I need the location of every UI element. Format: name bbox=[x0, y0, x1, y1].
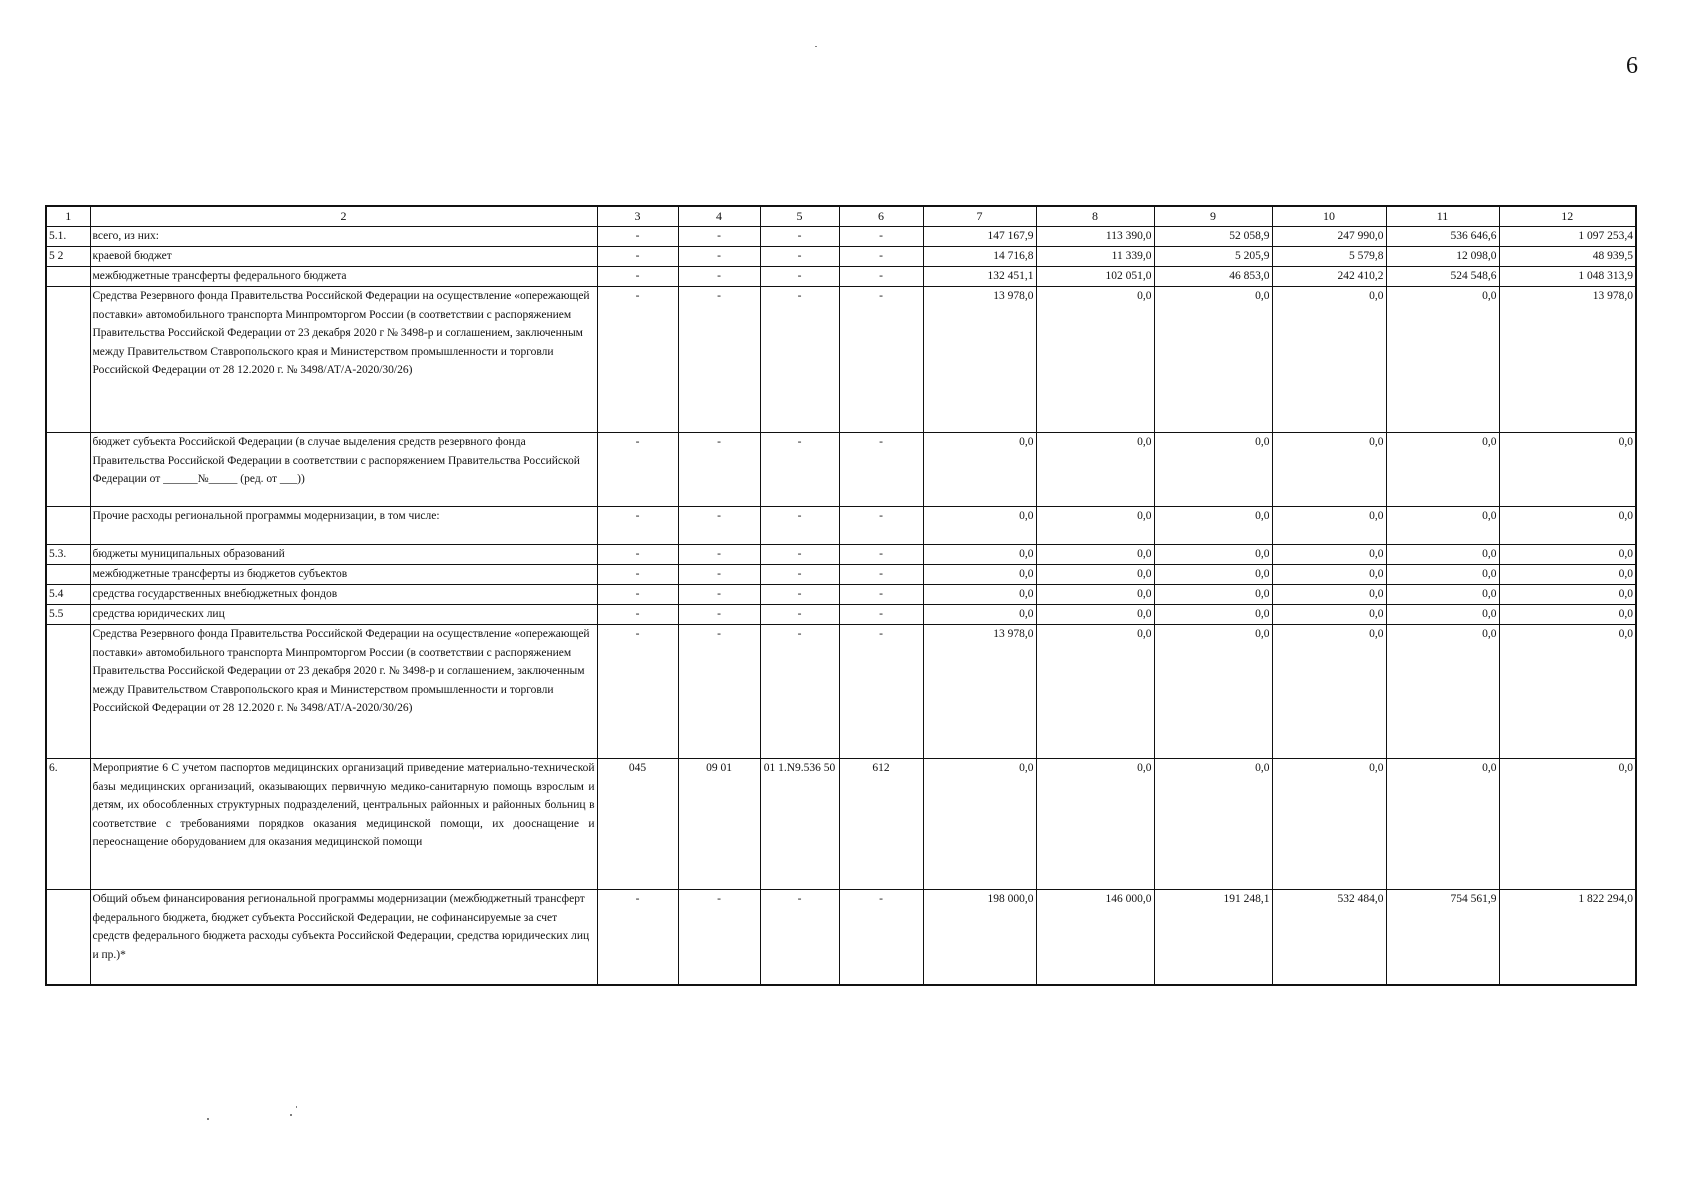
amount-cell: 0,0 bbox=[1036, 545, 1154, 565]
row-index-cell bbox=[46, 565, 90, 585]
amount-cell: 0,0 bbox=[1036, 605, 1154, 625]
budget-code-cell: - bbox=[597, 227, 678, 247]
amount-cell: 0,0 bbox=[1154, 433, 1272, 507]
header-cell: 2 bbox=[90, 206, 597, 227]
amount-cell: 0,0 bbox=[1036, 759, 1154, 890]
table-row bbox=[46, 507, 1636, 545]
amount-cell: 0,0 bbox=[1499, 625, 1636, 759]
amount-cell: 132 451,1 bbox=[923, 267, 1036, 287]
page-number: 6 bbox=[1626, 53, 1638, 79]
amount-cell: 0,0 bbox=[1499, 507, 1636, 545]
amount-cell: 0,0 bbox=[1499, 605, 1636, 625]
amount-cell: 13 978,0 bbox=[1499, 287, 1636, 433]
row-description-cell: Мероприятие 6 С учетом паспортов медицинских организаций приведение материально-технической базы медицинских организаций, оказывающих первичную медико-санитарную помощь взрослым и детям, их обособленных структурных подразделений, центральных районных и районных больниц в соответствие с требованиями порядков оказания медицинской помощи, их дооснащение и переоснащение оборудованием для оказания медицинской помощи bbox=[90, 759, 597, 890]
budget-code-cell: - bbox=[760, 605, 839, 625]
table-row bbox=[46, 267, 1636, 287]
row-description-cell: межбюджетные трансферты из бюджетов субъектов bbox=[90, 565, 597, 585]
row-description-cell: краевой бюджет bbox=[90, 247, 597, 267]
amount-cell: 0,0 bbox=[1154, 625, 1272, 759]
budget-code-cell: - bbox=[678, 605, 760, 625]
budget-code-cell: - bbox=[760, 565, 839, 585]
table-row bbox=[46, 545, 1636, 565]
amount-cell: 5 205,9 bbox=[1154, 247, 1272, 267]
amount-cell: 198 000,0 bbox=[923, 890, 1036, 986]
amount-cell: 0,0 bbox=[1154, 565, 1272, 585]
budget-code-cell: - bbox=[678, 507, 760, 545]
header-cell: 9 bbox=[1154, 206, 1272, 227]
amount-cell: 0,0 bbox=[1386, 287, 1499, 433]
amount-cell: 242 410,2 bbox=[1272, 267, 1386, 287]
budget-code-cell: - bbox=[839, 585, 923, 605]
budget-code-cell: - bbox=[760, 227, 839, 247]
budget-code-cell: 01 1.N9.536 50 bbox=[760, 759, 839, 890]
amount-cell: 11 339,0 bbox=[1036, 247, 1154, 267]
amount-cell: 0,0 bbox=[1499, 433, 1636, 507]
amount-cell: 102 051,0 bbox=[1036, 267, 1154, 287]
amount-cell: 0,0 bbox=[1499, 585, 1636, 605]
amount-cell: 0,0 bbox=[1154, 605, 1272, 625]
header-cell: 5 bbox=[760, 206, 839, 227]
table-header-row bbox=[46, 206, 1636, 227]
amount-cell: 1 822 294,0 bbox=[1499, 890, 1636, 986]
amount-cell: 1 097 253,4 bbox=[1499, 227, 1636, 247]
header-cell: 4 bbox=[678, 206, 760, 227]
amount-cell: 13 978,0 bbox=[923, 287, 1036, 433]
table-row bbox=[46, 585, 1636, 605]
budget-code-cell: - bbox=[597, 545, 678, 565]
budget-code-cell: - bbox=[678, 585, 760, 605]
amount-cell: 5 579,8 bbox=[1272, 247, 1386, 267]
budget-code-cell: - bbox=[597, 507, 678, 545]
amount-cell: 0,0 bbox=[1386, 507, 1499, 545]
amount-cell: 0,0 bbox=[923, 507, 1036, 545]
budget-code-cell: - bbox=[678, 565, 760, 585]
amount-cell: 0,0 bbox=[1386, 625, 1499, 759]
amount-cell: 0,0 bbox=[923, 605, 1036, 625]
row-index-cell: 5.4 bbox=[46, 585, 90, 605]
amount-cell: 0,0 bbox=[1499, 545, 1636, 565]
budget-code-cell: - bbox=[839, 287, 923, 433]
budget-code-cell: - bbox=[597, 247, 678, 267]
amount-cell: 536 646,6 bbox=[1386, 227, 1499, 247]
table-row bbox=[46, 227, 1636, 247]
row-description-cell: Средства Резервного фонда Правительства Российской Федерации на осуществление «опережающей поставки» автомобильного транспорта Минпромторгом России (в соответствии с распоряжением Правительства Российской Федерации от 23 декабря 2020 г. № 3498-р и соглашением, заключенным между Правительством Ставропольского края и Министерством промышленности и торговли Российской Федерации от 28 12.2020 г. № 3498/АТ/А-2020/30/26) bbox=[90, 625, 597, 759]
amount-cell: 0,0 bbox=[1154, 507, 1272, 545]
row-description-cell: бюджет субъекта Российской Федерации (в случае выделения средств резервного фонда Правительства Российской Федерации в соответствии с распоряжением Правительства Российской Федерации от ______№_____ (ред. от ___)) bbox=[90, 433, 597, 507]
row-description-cell: Общий объем финансирования региональной программы модернизации (межбюджетный трансферт федерального бюджета, бюджет субъекта Российской Федерации, не софинансируемые за счет средств федерального бюджета расходы субъекта Российской Федерации, средства юридических лиц и пр.)* bbox=[90, 890, 597, 986]
amount-cell: 0,0 bbox=[1272, 605, 1386, 625]
row-index-cell bbox=[46, 625, 90, 759]
amount-cell: 532 484,0 bbox=[1272, 890, 1386, 986]
budget-code-cell: - bbox=[678, 267, 760, 287]
row-index-cell: 5 2 bbox=[46, 247, 90, 267]
amount-cell: 0,0 bbox=[1036, 287, 1154, 433]
budget-code-cell: - bbox=[839, 267, 923, 287]
amount-cell: 0,0 bbox=[1386, 545, 1499, 565]
row-description-cell: средства юридических лиц bbox=[90, 605, 597, 625]
table-row bbox=[46, 433, 1636, 507]
row-index-cell: 5.5 bbox=[46, 605, 90, 625]
row-index-cell: 5.1. bbox=[46, 227, 90, 247]
amount-cell: 191 248,1 bbox=[1154, 890, 1272, 986]
budget-code-cell: - bbox=[839, 227, 923, 247]
table-row bbox=[46, 247, 1636, 267]
amount-cell: 0,0 bbox=[1499, 759, 1636, 890]
amount-cell: 147 167,9 bbox=[923, 227, 1036, 247]
budget-code-cell: - bbox=[678, 545, 760, 565]
amount-cell: 247 990,0 bbox=[1272, 227, 1386, 247]
amount-cell: 0,0 bbox=[1036, 585, 1154, 605]
budget-code-cell: - bbox=[678, 433, 760, 507]
row-description-cell: всего, из них: bbox=[90, 227, 597, 247]
amount-cell: 0,0 bbox=[1154, 585, 1272, 605]
budget-code-cell: - bbox=[678, 625, 760, 759]
amount-cell: 48 939,5 bbox=[1499, 247, 1636, 267]
budget-code-cell: - bbox=[678, 890, 760, 986]
header-cell: 10 bbox=[1272, 206, 1386, 227]
table-row bbox=[46, 625, 1636, 759]
amount-cell: 0,0 bbox=[1154, 287, 1272, 433]
budget-code-cell: - bbox=[597, 433, 678, 507]
table-row bbox=[46, 759, 1636, 890]
amount-cell: 524 548,6 bbox=[1386, 267, 1499, 287]
row-description-cell: Прочие расходы региональной программы модернизации, в том числе: bbox=[90, 507, 597, 545]
row-index-cell: 5.3. bbox=[46, 545, 90, 565]
row-description-cell: бюджеты муниципальных образований bbox=[90, 545, 597, 565]
budget-code-cell: - bbox=[597, 565, 678, 585]
scan-speck bbox=[207, 1118, 209, 1120]
budget-code-cell: - bbox=[597, 267, 678, 287]
budget-code-cell: - bbox=[760, 545, 839, 565]
budget-code-cell: - bbox=[760, 507, 839, 545]
scan-speck bbox=[290, 1114, 292, 1116]
budget-code-cell: - bbox=[760, 433, 839, 507]
row-description-cell: Средства Резервного фонда Правительства Российской Федерации на осуществление «опережающей поставки» автомобильного транспорта Минпромторгом России (в соответствии с распоряжением Правительства Российской Федерации от 23 декабря 2020 г № 3498-р и соглашением, заключенным между Правительством Ставропольского края и Министерством промышленности и торговли Российской Федерации от 28 12.2020 г. № 3498/АТ/А-2020/30/26) bbox=[90, 287, 597, 433]
amount-cell: 0,0 bbox=[1386, 433, 1499, 507]
amount-cell: 754 561,9 bbox=[1386, 890, 1499, 986]
scan-speck bbox=[815, 46, 817, 47]
budget-code-cell: - bbox=[839, 433, 923, 507]
budget-code-cell: - bbox=[678, 247, 760, 267]
budget-code-cell: - bbox=[678, 227, 760, 247]
amount-cell: 0,0 bbox=[1272, 433, 1386, 507]
amount-cell: 0,0 bbox=[1272, 585, 1386, 605]
budget-code-cell: - bbox=[839, 507, 923, 545]
budget-code-cell: - bbox=[760, 585, 839, 605]
budget-code-cell: - bbox=[839, 890, 923, 986]
row-description-cell: межбюджетные трансферты федерального бюджета bbox=[90, 267, 597, 287]
budget-code-cell: - bbox=[760, 625, 839, 759]
amount-cell: 0,0 bbox=[923, 565, 1036, 585]
budget-code-cell: - bbox=[839, 625, 923, 759]
amount-cell: 0,0 bbox=[923, 545, 1036, 565]
amount-cell: 0,0 bbox=[1036, 433, 1154, 507]
header-cell: 6 bbox=[839, 206, 923, 227]
budget-code-cell: - bbox=[760, 267, 839, 287]
amount-cell: 0,0 bbox=[923, 433, 1036, 507]
amount-cell: 0,0 bbox=[923, 585, 1036, 605]
amount-cell: 146 000,0 bbox=[1036, 890, 1154, 986]
budget-code-cell: - bbox=[839, 605, 923, 625]
amount-cell: 0,0 bbox=[1386, 605, 1499, 625]
row-index-cell bbox=[46, 433, 90, 507]
table-row bbox=[46, 890, 1636, 986]
row-index-cell bbox=[46, 287, 90, 433]
amount-cell: 14 716,8 bbox=[923, 247, 1036, 267]
amount-cell: 13 978,0 bbox=[923, 625, 1036, 759]
amount-cell: 0,0 bbox=[1272, 625, 1386, 759]
budget-code-cell: - bbox=[760, 247, 839, 267]
amount-cell: 0,0 bbox=[1272, 759, 1386, 890]
budget-code-cell: - bbox=[597, 605, 678, 625]
budget-code-cell: - bbox=[839, 247, 923, 267]
budget-code-cell: - bbox=[760, 890, 839, 986]
amount-cell: 0,0 bbox=[1272, 545, 1386, 565]
funding-table bbox=[45, 205, 1637, 986]
row-index-cell bbox=[46, 890, 90, 986]
table-row bbox=[46, 287, 1636, 433]
scan-speck bbox=[296, 1106, 297, 1108]
amount-cell: 0,0 bbox=[1386, 565, 1499, 585]
amount-cell: 0,0 bbox=[1036, 507, 1154, 545]
amount-cell: 0,0 bbox=[1386, 759, 1499, 890]
amount-cell: 0,0 bbox=[1499, 565, 1636, 585]
header-cell: 1 bbox=[46, 206, 90, 227]
row-index-cell bbox=[46, 267, 90, 287]
amount-cell: 113 390,0 bbox=[1036, 227, 1154, 247]
budget-code-cell: 045 bbox=[597, 759, 678, 890]
amount-cell: 0,0 bbox=[1386, 585, 1499, 605]
table-row bbox=[46, 605, 1636, 625]
header-cell: 7 bbox=[923, 206, 1036, 227]
amount-cell: 0,0 bbox=[1036, 565, 1154, 585]
budget-code-cell: - bbox=[839, 545, 923, 565]
budget-code-cell: 09 01 bbox=[678, 759, 760, 890]
header-cell: 11 bbox=[1386, 206, 1499, 227]
amount-cell: 52 058,9 bbox=[1154, 227, 1272, 247]
budget-code-cell: - bbox=[760, 287, 839, 433]
header-cell: 3 bbox=[597, 206, 678, 227]
budget-code-cell: - bbox=[839, 565, 923, 585]
amount-cell: 0,0 bbox=[1154, 545, 1272, 565]
header-cell: 8 bbox=[1036, 206, 1154, 227]
row-index-cell: 6. bbox=[46, 759, 90, 890]
amount-cell: 46 853,0 bbox=[1154, 267, 1272, 287]
row-index-cell bbox=[46, 507, 90, 545]
amount-cell: 0,0 bbox=[1272, 287, 1386, 433]
amount-cell: 0,0 bbox=[1036, 625, 1154, 759]
table-row bbox=[46, 565, 1636, 585]
amount-cell: 0,0 bbox=[1272, 565, 1386, 585]
row-description-cell: средства государственных внебюджетных фондов bbox=[90, 585, 597, 605]
budget-code-cell: 612 bbox=[839, 759, 923, 890]
budget-code-cell: - bbox=[597, 287, 678, 433]
amount-cell: 0,0 bbox=[923, 759, 1036, 890]
amount-cell: 12 098,0 bbox=[1386, 247, 1499, 267]
budget-code-cell: - bbox=[597, 585, 678, 605]
amount-cell: 1 048 313,9 bbox=[1499, 267, 1636, 287]
budget-code-cell: - bbox=[678, 287, 760, 433]
amount-cell: 0,0 bbox=[1272, 507, 1386, 545]
header-cell: 12 bbox=[1499, 206, 1636, 227]
budget-code-cell: - bbox=[597, 890, 678, 986]
budget-code-cell: - bbox=[597, 625, 678, 759]
amount-cell: 0,0 bbox=[1154, 759, 1272, 890]
